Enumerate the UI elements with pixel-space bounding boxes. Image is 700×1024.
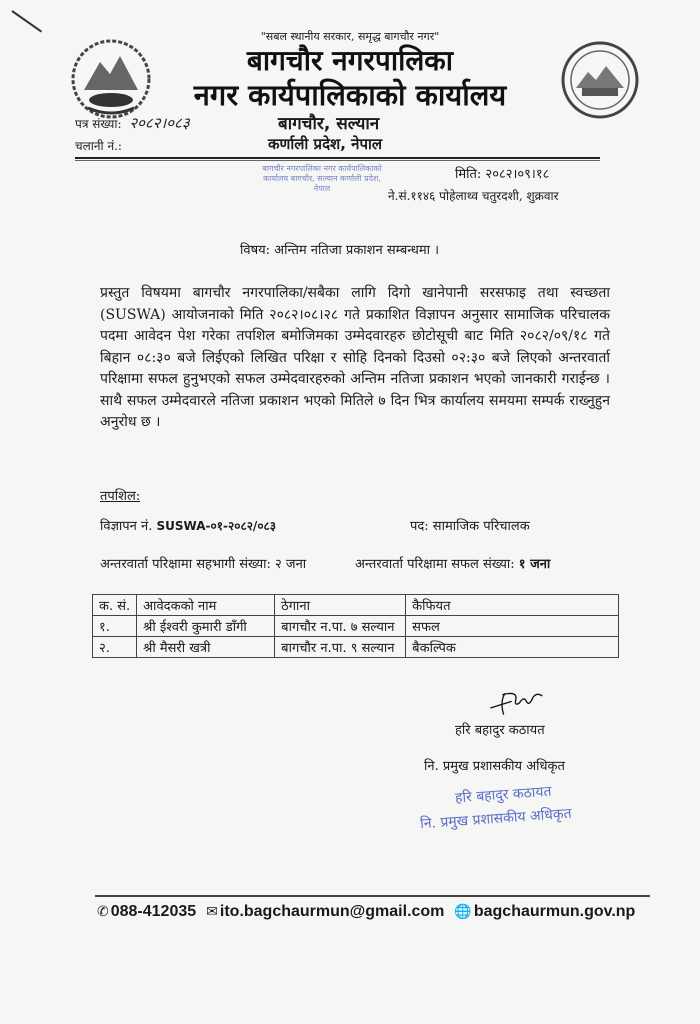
phone-icon: ✆ (97, 903, 109, 919)
motto: "सबल स्थानीय सरकार, समृद्ध बागचौर नगर" (260, 30, 440, 43)
header-serial: क. सं. (93, 595, 137, 616)
municipality-name: बागचौर नगरपालिका (246, 44, 454, 77)
cell-serial: २. (93, 637, 137, 658)
results-table (92, 594, 619, 658)
footer-contacts (97, 901, 635, 922)
header-divider-thin (75, 160, 600, 161)
header-address: ठेगाना (275, 595, 406, 616)
letter-body: प्रस्तुत विषयमा बागचौर नगरपालिका/सबैका लागि दिगो खानेपानी सरसफाइ तथा स्वच्छता (SUSWA) आयोजनाको मिति २०८२।०८।२८ गते प्रकाशित विज्ञापन अनुसार सामाजिक परिचालक पदमा आवेदन पेश गरेका तपशिल बमोजिमका उम्मेदवारहरु छोटोसूची बाट मिति २०८२/०९/१८ गते बिहान ०८:३० बजे लिईएको लिखित परिक्षा र सोहि दिनको दिउसो ०२:३० बजे लिएको अन्तरवार्ता परिक्षामा सफल हुनुभएको सफल उम्मेदवारहरुको अन्तिम नतिजा प्रकाशन भएको जानकारी गराईन्छ । साथै सफल उम्मेदवारले नतिजा प्रकाशन भएको मितिले ७ दिन भित्र कार्यालय समयमा सम्पर्क राख्नुहुन अनुरोध छ । (100, 285, 610, 430)
globe-icon: 🌐 (454, 903, 472, 919)
letter-number (75, 114, 190, 133)
cell-name: श्री ईश्वरी कुमारी डाँगी (137, 616, 275, 637)
cell-address: बागचौर न.पा. ७ सल्यान (275, 616, 406, 637)
handwritten-signature (470, 688, 560, 718)
signatory-stamp-name: हरि बहादुर कठायत (454, 783, 552, 807)
pen-mark (11, 10, 42, 32)
footer-website (454, 901, 635, 922)
signatory-title: नि. प्रमुख प्रशासकीय अधिकृत (424, 759, 565, 774)
municipality-seal-icon (560, 40, 640, 120)
advertisement-label: विज्ञापन नं. (100, 519, 153, 534)
email-address[interactable]: ito.bagchaurmun@gmail.com (219, 903, 445, 920)
nepal-emblem-icon (70, 38, 152, 120)
address-line-1: बागचौर, सल्यान (278, 114, 380, 134)
advertisement-number (100, 518, 276, 535)
table-row (93, 637, 619, 658)
letter-date: मिति: २०८२।०९।१८ (455, 167, 550, 182)
phone-number: 088-412035 (110, 903, 197, 920)
mail-icon: ✉ (206, 903, 218, 919)
office-stamp: बागचौर नगरपालिका नगर कार्यपालिकाको कार्यालय बागचौर, सल्यान कर्णाली प्रदेश, नेपाल (262, 164, 382, 193)
cell-serial: १. (93, 616, 137, 637)
nepal-samvat-date: ने.सं.११४६ पोहेलाथ्व चतुरदशी, शुक्रवार (388, 189, 559, 203)
cell-name: श्री मैसरी खत्री (137, 637, 275, 658)
table-row (93, 616, 619, 637)
advertisement-value: SUSWA-०१-२०८२/०८३ (156, 519, 277, 533)
passed-count (355, 556, 550, 573)
letter-number-label: पत्र संख्या: (75, 117, 122, 131)
header-remarks: कैफियत (406, 595, 619, 616)
passed-label: अन्तरवार्ता परिक्षामा सफल संख्या: (355, 557, 515, 572)
dispatch-number-label: चलानी नं.: (75, 139, 122, 153)
signatory-stamp-title: नि. प्रमुख प्रशासकीय अधिकृत (419, 805, 573, 833)
cell-remarks: सफल (406, 616, 619, 637)
participants-count: अन्तरवार्ता परिक्षामा सहभागी संख्या: २ जना (100, 557, 307, 572)
letter-number-value: २०८२।०८३ (129, 114, 190, 132)
dispatch-number (75, 136, 126, 155)
signatory-name: हरि बहादुर कठायत (455, 723, 545, 738)
address-line-2: कर्णाली प्रदेश, नेपाल (268, 135, 383, 153)
header-divider (75, 157, 600, 159)
website-url[interactable]: bagchaurmun.gov.np (473, 903, 636, 920)
office-name: नगर कार्यपालिकाको कार्यालय (193, 78, 507, 112)
footer-divider (95, 895, 650, 897)
footer-phone (97, 901, 196, 922)
passed-value: १ जना (518, 557, 551, 572)
footer-email (206, 901, 444, 922)
subject-line: विषय: अन्तिम नतिजा प्रकाशन सम्बन्धमा । (240, 243, 440, 258)
table-header-row (93, 595, 619, 616)
cell-address: बागचौर न.पा. ९ सल्यान (275, 637, 406, 658)
post-name: पद: सामाजिक परिचालक (410, 519, 530, 534)
header-name: आवेदकको नाम (137, 595, 275, 616)
cell-remarks: बैकल्पिक (406, 637, 619, 658)
details-heading: तपशिल: (100, 489, 141, 504)
